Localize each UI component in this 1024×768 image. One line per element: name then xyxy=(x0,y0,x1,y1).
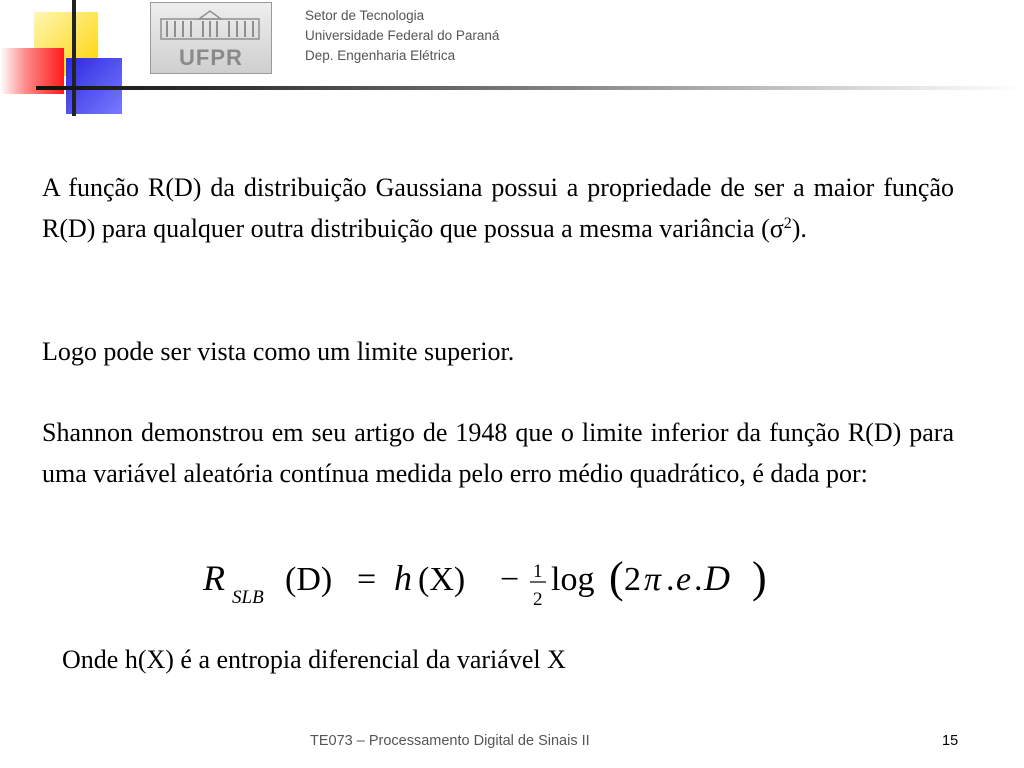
ufpr-logo xyxy=(150,2,272,74)
formula-hx: (X) xyxy=(418,561,466,598)
formula-pi: π xyxy=(644,561,662,598)
formula-D: D xyxy=(704,558,730,598)
formula-paren-close: ) xyxy=(752,553,767,602)
formula-sub: SLB xyxy=(232,587,264,608)
institution-line-department: Dep. Engenharia Elétrica xyxy=(305,48,456,63)
entropy-note: Onde h(X) é a entropia diferencial da variável X xyxy=(62,645,566,674)
page-number: 15 xyxy=(942,733,959,749)
sigma-exponent: 2 xyxy=(783,215,792,232)
paragraph-gaussian-property xyxy=(42,167,954,249)
institution-line-university: Universidade Federal do Paraná xyxy=(305,28,500,43)
formula-svg xyxy=(0,548,1024,618)
formula-frac-num: 1 xyxy=(533,561,543,582)
formula-e: e xyxy=(676,561,692,598)
p1-end: ). xyxy=(791,214,807,243)
paragraph-upper-limit: Logo pode ser vista como um limite superior. xyxy=(42,337,515,366)
formula-log: log xyxy=(551,561,595,598)
logo-text: UFPR xyxy=(179,45,243,70)
formula-dot1: . xyxy=(666,561,675,598)
footer-title: TE073 – Processamento Digital de Sinais II xyxy=(310,733,590,749)
formula-R: R xyxy=(203,558,225,598)
formula-equals: = xyxy=(357,561,377,598)
formula-paren-open: ( xyxy=(609,553,624,602)
formula-rslb xyxy=(0,548,1024,618)
formula-lhs-arg: (D) xyxy=(285,561,333,598)
formula-frac-den: 2 xyxy=(533,589,543,610)
formula-dot2: . xyxy=(694,561,703,598)
decor-vertical-line xyxy=(72,0,76,116)
building-icon xyxy=(159,9,261,41)
paragraph-shannon: Shannon demonstrou em seu artigo de 1948 que o limite inferior da função R(D) para uma variável aleatória contínua medida pelo erro médio quadrático, é dada por: xyxy=(42,418,954,488)
formula-minus: − xyxy=(500,561,520,598)
formula-two: 2 xyxy=(624,561,641,598)
institution-line-sector: Setor de Tecnologia xyxy=(305,8,425,23)
formula-h: h xyxy=(394,558,412,598)
p1-text: A função R(D) da distribuição Gaussiana possui a propriedade de ser a maior função R(D) para qualquer outra distribuição que possua a mesma variância ( xyxy=(42,173,954,243)
header-divider xyxy=(36,86,1024,90)
institution-block xyxy=(305,6,499,66)
sigma-symbol: σ xyxy=(769,214,784,243)
